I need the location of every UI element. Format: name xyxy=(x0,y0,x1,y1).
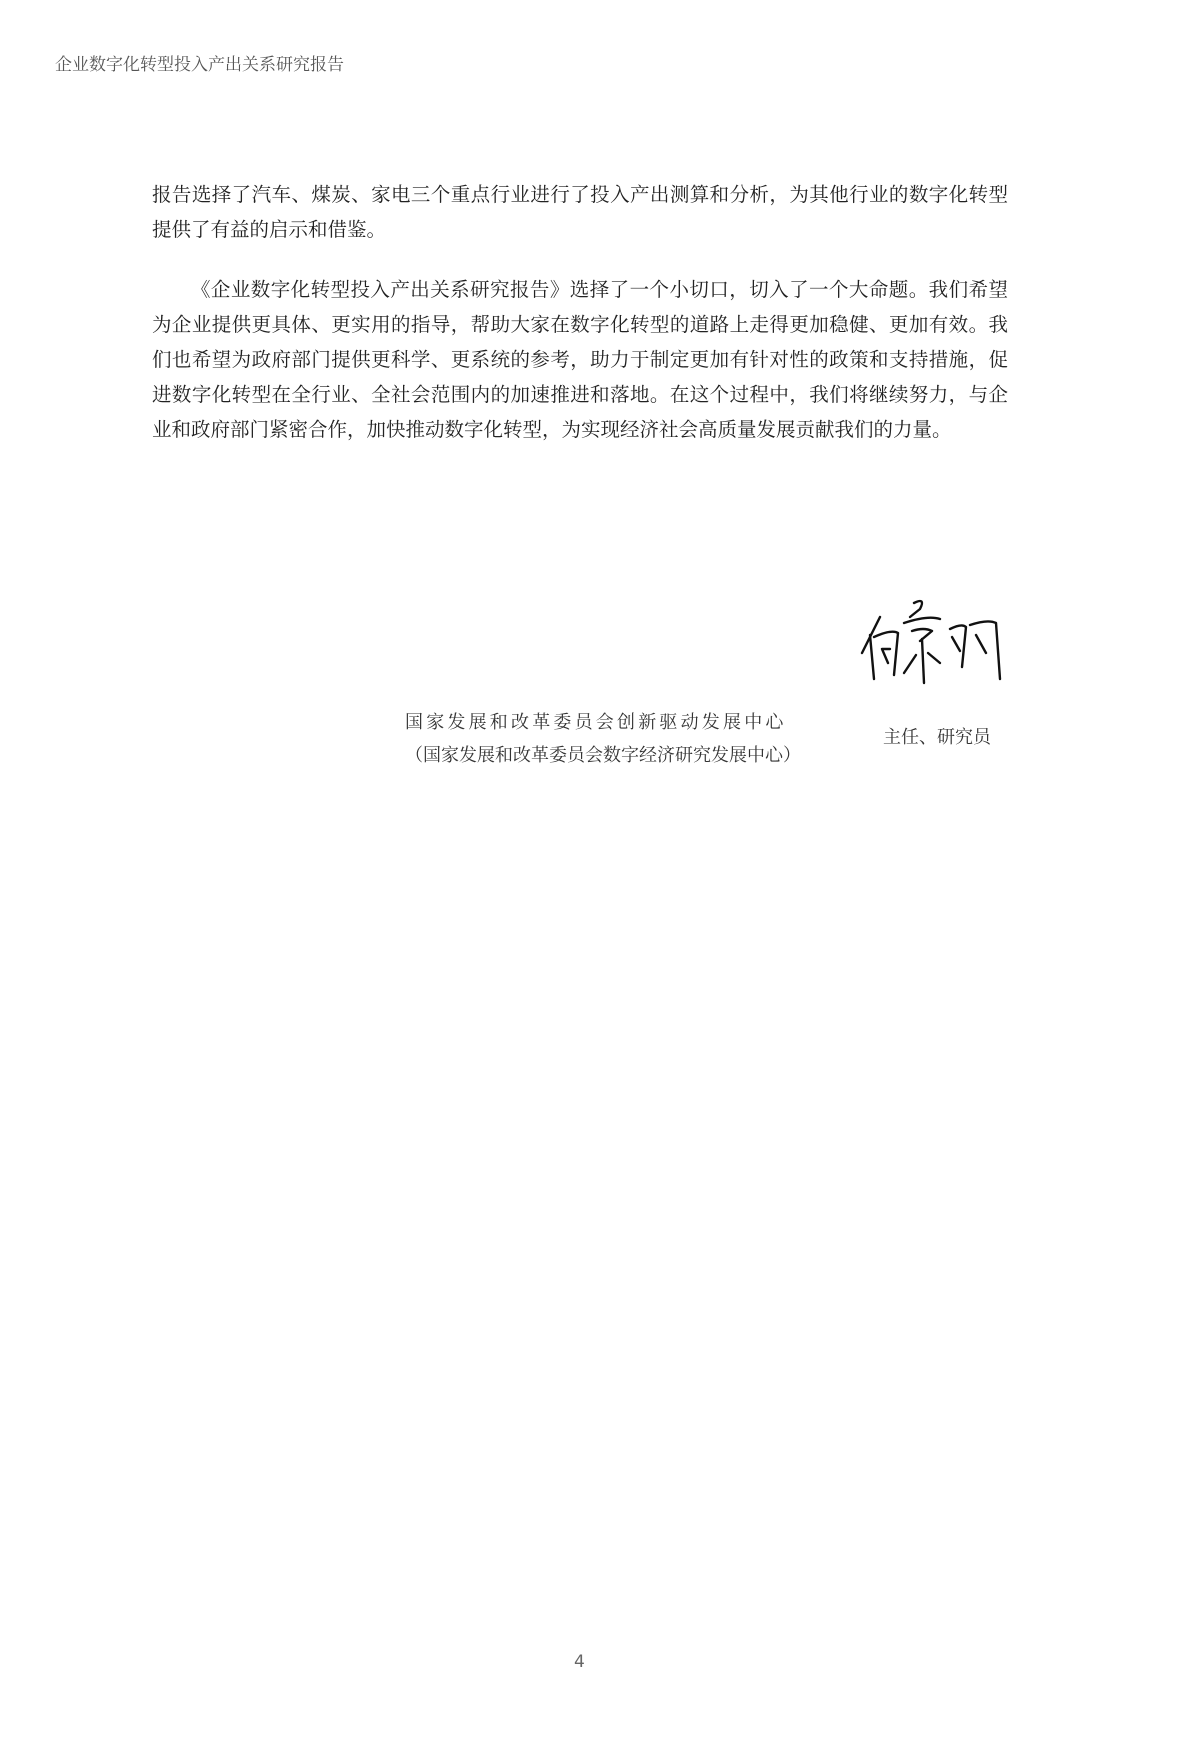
org-alt-name: （国家发展和改革委员会数字经济研究发展中心） xyxy=(405,745,801,766)
page-number: 4 xyxy=(574,1652,585,1672)
paragraph: 报告选择了汽车、煤炭、家电三个重点行业进行了投入产出测算和分析，为其他行业的数字化转型提供了有益的启示和借鉴。 xyxy=(152,183,1008,241)
signer-title: 主任、研究员 xyxy=(883,727,991,748)
org-name: 国家发展和改革委员会创新驱动发展中心 xyxy=(405,712,787,733)
handwritten-signature xyxy=(858,595,1008,685)
running-header: 企业数字化转型投入产出关系研究报告 xyxy=(55,55,344,75)
paragraph: 《企业数字化转型投入产出关系研究报告》选择了一个小切口，切入了一个大命题。我们希望为企业提供更具体、更实用的指导，帮助大家在数字化转型的道路上走得更加稳健、更加有效。我们也希望为政府部门提供更科学、更系统的参考，助力于制定更加有针对性的政策和支持措施，促进数字化转型在全行业、全社会范围内的加速推进和落地。在这个过程中，我们将继续努力，与企业和政府部门紧密合作，加快推动数字化转型，为实现经济社会高质量发展贡献我们的力量。 xyxy=(152,278,1008,441)
body-text xyxy=(152,177,1008,472)
organization xyxy=(405,706,801,772)
